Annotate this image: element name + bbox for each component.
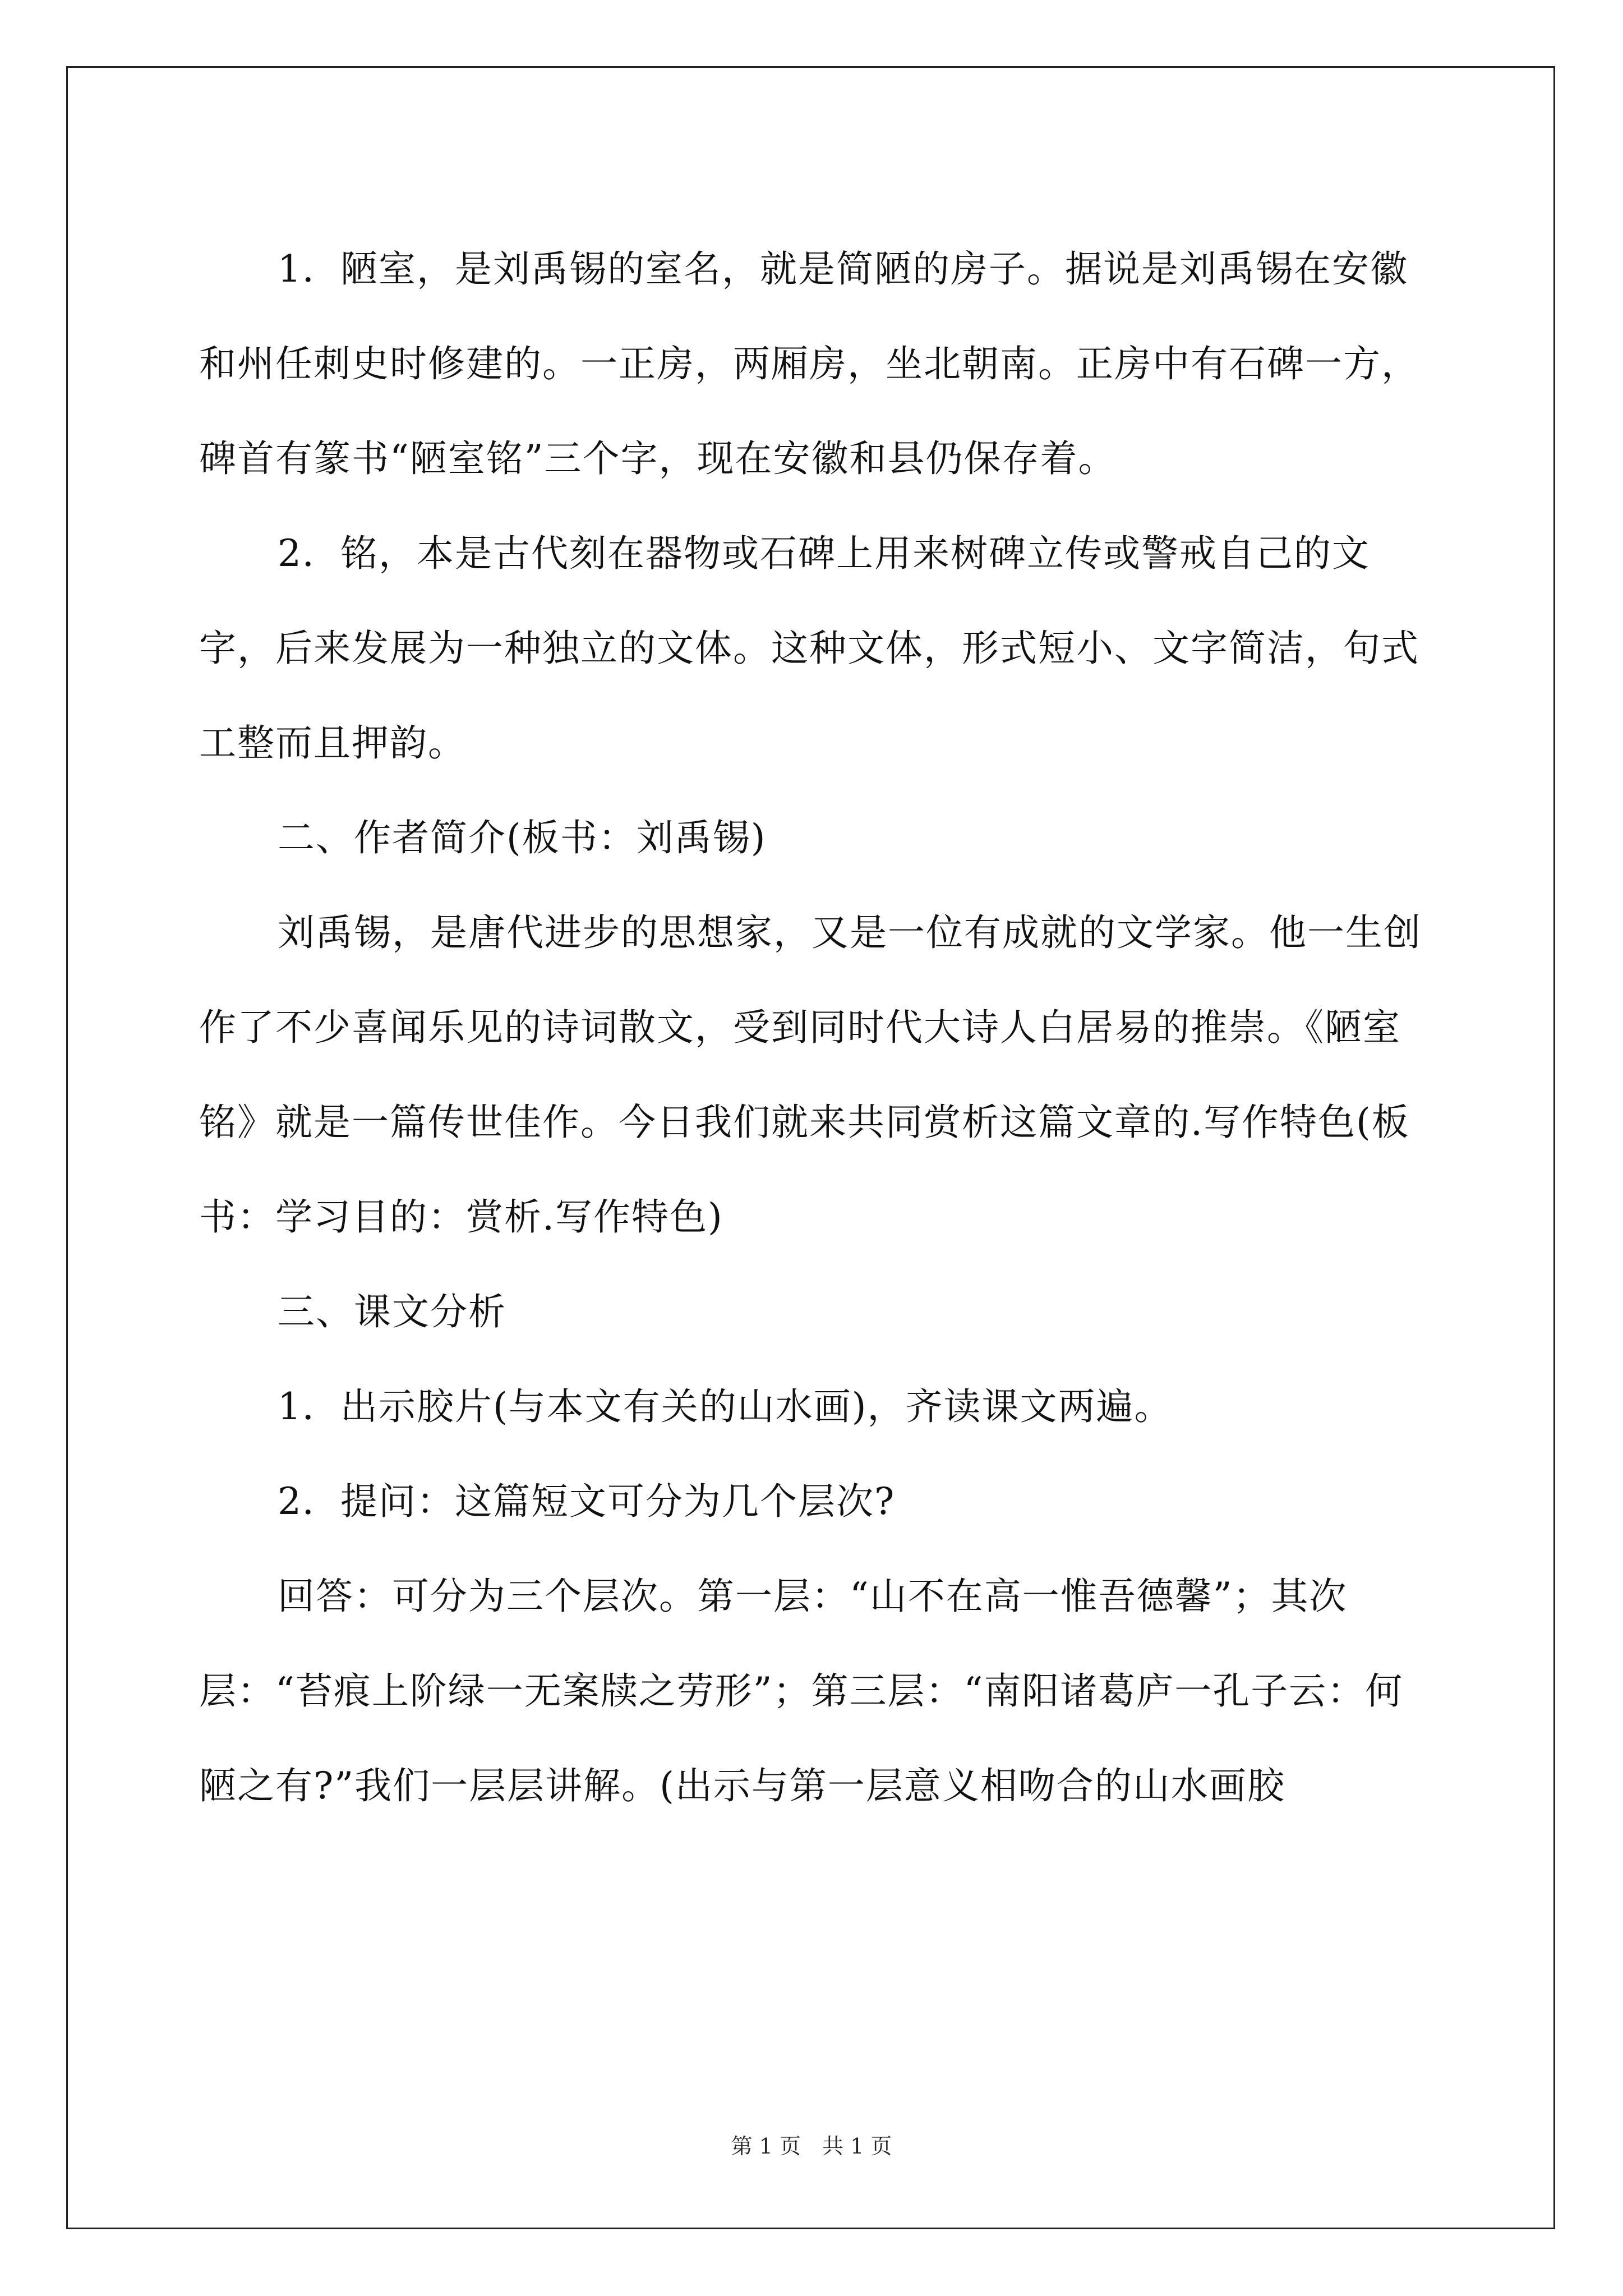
paragraph-question: 2．提问：这篇短文可分为几个层次? [278,1480,896,1523]
page-footer: 第 1 页 共 1 页 [731,2134,892,2159]
paragraph-author: 刘禹锡，是唐代进步的思想家，又是一位有成就的文学家。他一生创作了不少喜闻乐见的诗词散文，受到同时代大诗人白居易的推崇。《陋室铭》就是一篇传世佳作。今日我们就来共同赏析这篇文章的.写作特色(板书：学习目的：赏析.写作特色) [199,911,1422,1239]
paragraph-lou-shi: 1．陋室，是刘禹锡的室名，就是简陋的房子。据说是刘禹锡在安徽和州任刺史时修建的。一正房，两厢房，坐北朝南。正房中有石碑一方，碑首有篆书“陋室铭”三个字，现在安徽和县仍保存着。 [199,247,1419,480]
paragraph-answer: 回答：可分为三个层次。第一层：“山不在高一惟吾德馨”；其次层：“苔痕上阶绿一无案牍之劳形”；第三层：“南阳诸葛庐一孔子云：何陋之有?”我们一层层讲解。(出示与第一层意义相吻合的山水画胶 [199,1575,1404,1807]
heading-text-analysis: 三、课文分析 [278,1290,506,1333]
paragraph-ming: 2．铭，本是古代刻在器物或石碑上用来树碑立传或警戒自己的文字，后来发展为一种独立的文体。这种文体，形式短小、文字简洁，句式工整而且押韵。 [199,532,1419,765]
paragraph-show-slide: 1．出示胶片(与本文有关的山水画)，齐读课文两遍。 [278,1385,1173,1428]
heading-author-intro: 二、作者简介(板书：刘禹锡) [278,816,767,859]
document-body [199,222,1433,1833]
